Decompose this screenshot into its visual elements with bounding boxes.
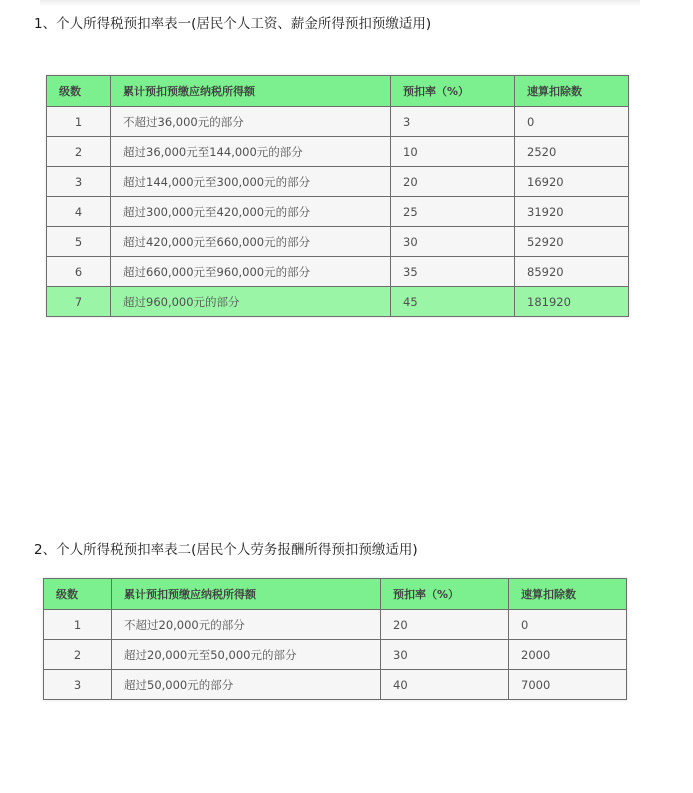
cell-rate: 10 (391, 137, 515, 167)
column-header-rate: 预扣率（%） (381, 579, 509, 610)
cell-quick-deduction: 7000 (509, 670, 627, 700)
wage-withholding-rate-table (46, 75, 629, 317)
cell-level: 1 (47, 107, 111, 137)
top-divider (40, 0, 640, 6)
table-row (47, 257, 629, 287)
table-row (47, 167, 629, 197)
cell-rate: 20 (381, 610, 509, 640)
cell-level: 6 (47, 257, 111, 287)
section-2-heading: 2、个人所得税预扣率表二(居民个人劳务报酬所得预扣预缴适用) (34, 542, 418, 558)
cell-income-range: 不超过20,000元的部分 (112, 610, 381, 640)
cell-rate: 25 (391, 197, 515, 227)
column-header-quick-deduction: 速算扣除数 (515, 76, 629, 107)
column-header-level: 级数 (44, 579, 112, 610)
cell-rate: 20 (391, 167, 515, 197)
column-header-level: 级数 (47, 76, 111, 107)
cell-income-range: 超过36,000元至144,000元的部分 (111, 137, 391, 167)
cell-quick-deduction: 2000 (509, 640, 627, 670)
cell-quick-deduction: 16920 (515, 167, 629, 197)
cell-level: 2 (44, 640, 112, 670)
table-row (47, 137, 629, 167)
column-header-income-range: 累计预扣预缴应纳税所得额 (111, 76, 391, 107)
table-row (44, 610, 627, 640)
cell-quick-deduction: 52920 (515, 227, 629, 257)
cell-level: 3 (47, 167, 111, 197)
cell-level: 4 (47, 197, 111, 227)
table-header-row (47, 76, 629, 107)
cell-income-range: 超过144,000元至300,000元的部分 (111, 167, 391, 197)
table-row (47, 107, 629, 137)
cell-income-range: 超过960,000元的部分 (111, 287, 391, 317)
cell-rate: 3 (391, 107, 515, 137)
labor-remuneration-rate-table (43, 578, 627, 700)
cell-income-range: 超过420,000元至660,000元的部分 (111, 227, 391, 257)
cell-quick-deduction: 31920 (515, 197, 629, 227)
cell-rate: 35 (391, 257, 515, 287)
cell-income-range: 不超过36,000元的部分 (111, 107, 391, 137)
table-row (44, 670, 627, 700)
cell-level: 1 (44, 610, 112, 640)
cell-rate: 30 (381, 640, 509, 670)
cell-level: 2 (47, 137, 111, 167)
cell-income-range: 超过660,000元至960,000元的部分 (111, 257, 391, 287)
cell-level: 7 (47, 287, 111, 317)
cell-rate: 40 (381, 670, 509, 700)
cell-quick-deduction: 181920 (515, 287, 629, 317)
section-1-heading: 1、个人所得税预扣率表一(居民个人工资、薪金所得预扣预缴适用) (34, 16, 432, 32)
column-header-quick-deduction: 速算扣除数 (509, 579, 627, 610)
cell-level: 5 (47, 227, 111, 257)
cell-rate: 45 (391, 287, 515, 317)
column-header-rate: 预扣率（%） (391, 76, 515, 107)
table-row (47, 227, 629, 257)
cell-quick-deduction: 0 (509, 610, 627, 640)
table-row-highlighted (47, 287, 629, 317)
cell-income-range: 超过50,000元的部分 (112, 670, 381, 700)
cell-quick-deduction: 85920 (515, 257, 629, 287)
column-header-income-range: 累计预扣预缴应纳税所得额 (112, 579, 381, 610)
table-row (47, 197, 629, 227)
cell-income-range: 超过20,000元至50,000元的部分 (112, 640, 381, 670)
cell-rate: 30 (391, 227, 515, 257)
cell-quick-deduction: 2520 (515, 137, 629, 167)
cell-level: 3 (44, 670, 112, 700)
cell-income-range: 超过300,000元至420,000元的部分 (111, 197, 391, 227)
table-row (44, 640, 627, 670)
cell-quick-deduction: 0 (515, 107, 629, 137)
table-header-row (44, 579, 627, 610)
